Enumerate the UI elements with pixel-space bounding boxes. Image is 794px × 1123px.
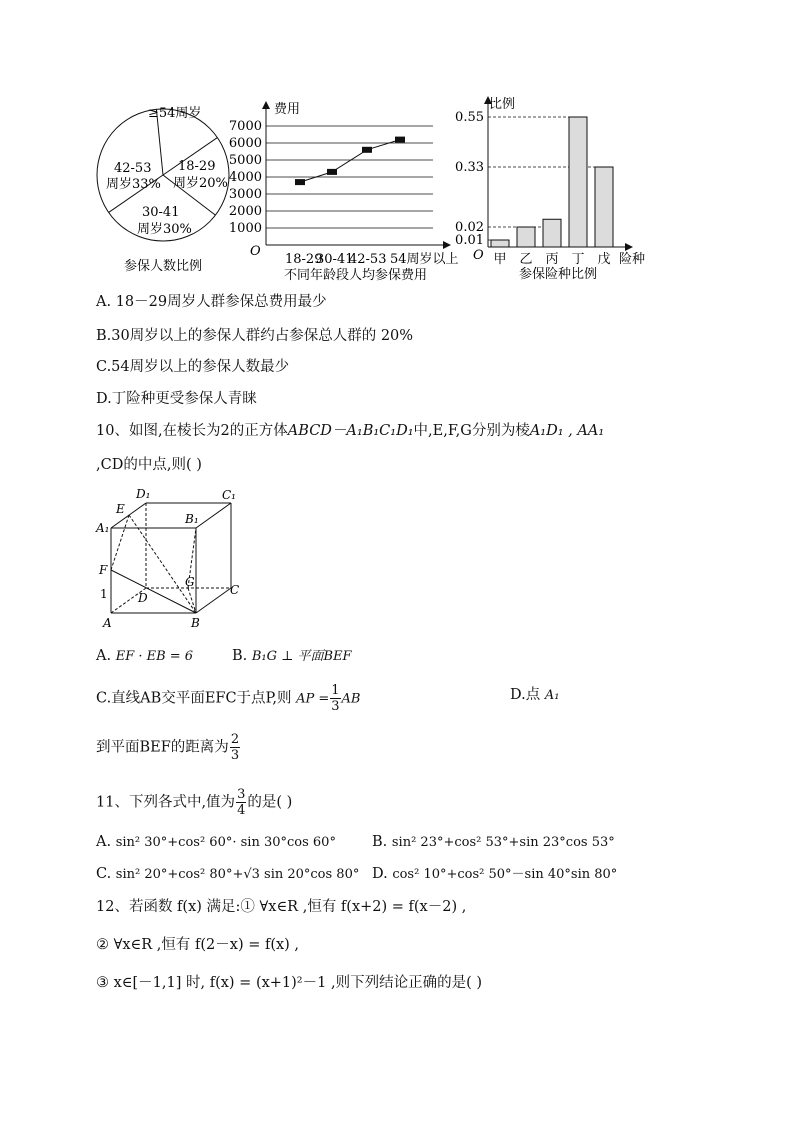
cube-label-a: A	[103, 616, 112, 630]
q11-b-expr: sin² 23°+cos² 53°+sin 23°cos 53°	[391, 835, 615, 850]
q10-stem-c: 中,E,F,G分别为棱	[413, 423, 530, 439]
line-ylabel: 费用	[274, 102, 301, 117]
q10-option-d-frac	[230, 732, 240, 763]
bar-ytick-0.02: 0.02	[455, 220, 484, 235]
q10-option-c-pre: C.直线AB交平面EFC于点P,则	[96, 690, 292, 707]
q10-option-c-ab: AB	[341, 691, 361, 707]
q10-option-a	[96, 646, 193, 667]
q11-a-expr: sin² 30°+cos² 60°· sin 30°cos 60°	[115, 835, 336, 850]
q9-option-b: B.30周岁以上的参保人群约占参保总人群的 20%	[96, 328, 414, 344]
pie-label-42-53-a: 42-53	[114, 161, 152, 176]
cube-label-e: E	[116, 502, 125, 516]
q11-option-a	[96, 832, 336, 853]
line-xtick-2: 42-53	[349, 252, 387, 267]
cube-label-a1: A₁	[96, 521, 110, 535]
q10-stem-a: 10、如图,在棱长为2的正方体	[96, 423, 288, 439]
line-ytick-3000: 3000	[228, 187, 262, 202]
cube-label-one: 1	[100, 587, 108, 601]
cube-label-f: F	[99, 563, 108, 577]
q9-option-c: C.54周岁以上的参保人数最少	[96, 359, 290, 375]
line-point-2	[362, 147, 372, 153]
q10-option-d	[510, 685, 559, 706]
q10-option-d-line2	[96, 732, 241, 763]
q11-num: 3	[237, 787, 246, 802]
q10-option-d-pre: D.点	[510, 687, 541, 703]
q10-option-c-frac	[330, 683, 340, 714]
q11-stem-frac	[236, 787, 246, 818]
bar-1	[517, 227, 535, 247]
q11-option-d	[372, 864, 617, 885]
q12-line3: ③ x∈[－1,1] 时, f(x) = (x+1)²－1 ,则下列结论正确的是( )	[96, 975, 482, 991]
q11-d-label: D.	[372, 866, 388, 882]
bar-xlabel: 险种	[619, 252, 646, 267]
bar-4	[595, 167, 613, 247]
bar-xtick-2: 丙	[545, 252, 559, 267]
q10-c-num: 1	[331, 683, 340, 698]
q10-option-b	[232, 646, 352, 667]
q11-c-label: C.	[96, 866, 112, 882]
cube-label-c: C	[230, 583, 240, 597]
q10-option-a-label: A.	[96, 648, 112, 664]
line-ytick-2000: 2000	[228, 204, 262, 219]
cube-figure	[94, 486, 254, 634]
line-point-0	[295, 179, 305, 185]
q11-stem-post: 的是( )	[247, 794, 293, 811]
cube-label-c1: C₁	[222, 488, 236, 502]
q10-option-c	[96, 683, 361, 714]
line-caption: 不同年龄段人均参保费用	[284, 268, 428, 283]
cube-label-b: B	[191, 616, 200, 630]
bar-chart	[455, 93, 655, 288]
q11-d-expr: cos² 10°+cos² 50°－sin 40°sin 80°	[392, 867, 618, 882]
q10-option-c-ap: AP =	[296, 691, 330, 707]
q11-option-b	[372, 832, 615, 853]
line-ytick-1000: 1000	[228, 221, 262, 236]
pie-caption: 参保人数比例	[124, 259, 203, 274]
bar-ytick-0.01: 0.01	[455, 233, 484, 248]
cube-label-d: D	[138, 591, 148, 605]
q11-c-expr: sin² 20°+cos² 80°+√3 sin 20°cos 80°	[115, 867, 360, 882]
line-ytick-7000: 7000	[228, 119, 262, 134]
q10-stem-line2: ,CD的中点,则( )	[96, 457, 202, 473]
q10-stem-d: A₁D₁ , AA₁	[529, 423, 605, 439]
bar-xtick-4: 戊	[597, 252, 611, 267]
q10-d-num: 2	[230, 732, 240, 747]
line-chart	[228, 96, 464, 286]
cube-label-b1: B₁	[185, 512, 199, 526]
q11-stem	[96, 787, 292, 818]
q11-b-label: B.	[372, 834, 388, 850]
cube-label-d1: D₁	[136, 487, 151, 501]
bar-xtick-0: 甲	[493, 252, 507, 267]
q10-option-d-text: 到平面BEF的距离为	[96, 739, 229, 756]
bar-origin: O	[473, 248, 484, 263]
q10-option-b-label: B.	[232, 648, 248, 664]
line-xtick-1: 30-41	[316, 252, 354, 267]
q10-d-den: 3	[230, 748, 240, 763]
q9-option-d: D.丁险种更受参保人青睐	[96, 391, 257, 407]
q10-option-d-pt: A₁	[544, 688, 560, 703]
q10-option-a-expr: EF · EB = 6	[115, 649, 194, 664]
q10-stem-line1	[96, 421, 604, 441]
q10-option-b-expr: B₁G ⊥ 平面BEF	[251, 649, 352, 664]
line-ytick-4000: 4000	[228, 170, 262, 185]
line-xtick-0: 18-29	[285, 252, 323, 267]
q11-stem-pre: 11、下列各式中,值为	[96, 794, 236, 811]
q10-c-den: 3	[331, 699, 340, 714]
pie-label-54: ≥54周岁	[148, 106, 202, 121]
pie-label-30-41-a: 30-41	[142, 205, 180, 220]
q11-option-c	[96, 864, 359, 885]
bar-caption: 参保险种比例	[519, 267, 598, 282]
q10-stem-b: ABCD－A₁B₁C₁D₁	[287, 423, 414, 439]
bar-0	[491, 240, 509, 247]
cube-label-g: G	[185, 575, 195, 589]
line-ytick-6000: 6000	[228, 136, 262, 151]
bar-ylabel: 比例	[489, 97, 516, 112]
line-xtick-3: 54周岁以上	[390, 252, 459, 267]
pie-label-42-53-b: 周岁33%	[106, 177, 161, 192]
line-point-1	[327, 169, 337, 175]
line-series-path	[300, 140, 400, 183]
bar-xtick-3: 丁	[571, 252, 585, 267]
bar-2	[543, 219, 561, 247]
q12-line2: ② ∀x∈R ,恒有 f(2－x) = f(x) ,	[96, 937, 300, 953]
q11-den: 4	[237, 803, 246, 818]
q9-option-a: A. 18－29周岁人群参保总费用最少	[96, 294, 327, 310]
pie-label-30-41-b: 周岁30%	[137, 222, 192, 237]
q12-line1: 12、若函数 f(x) 满足:① ∀x∈R ,恒有 f(x+2) = f(x－2) ,	[96, 899, 467, 915]
bar-ytick-0.55: 0.55	[455, 110, 484, 125]
bar-xtick-1: 乙	[519, 252, 533, 267]
line-origin: O	[250, 244, 261, 259]
bar-ytick-0.33: 0.33	[455, 160, 484, 175]
pie-label-18-29-a: 18-29	[178, 159, 216, 174]
line-ytick-5000: 5000	[228, 153, 262, 168]
bar-3	[569, 117, 587, 247]
q11-a-label: A.	[96, 834, 112, 850]
pie-label-18-29-b: 周岁20%	[173, 176, 228, 191]
pie-chart	[90, 96, 240, 281]
line-point-3	[395, 137, 405, 143]
